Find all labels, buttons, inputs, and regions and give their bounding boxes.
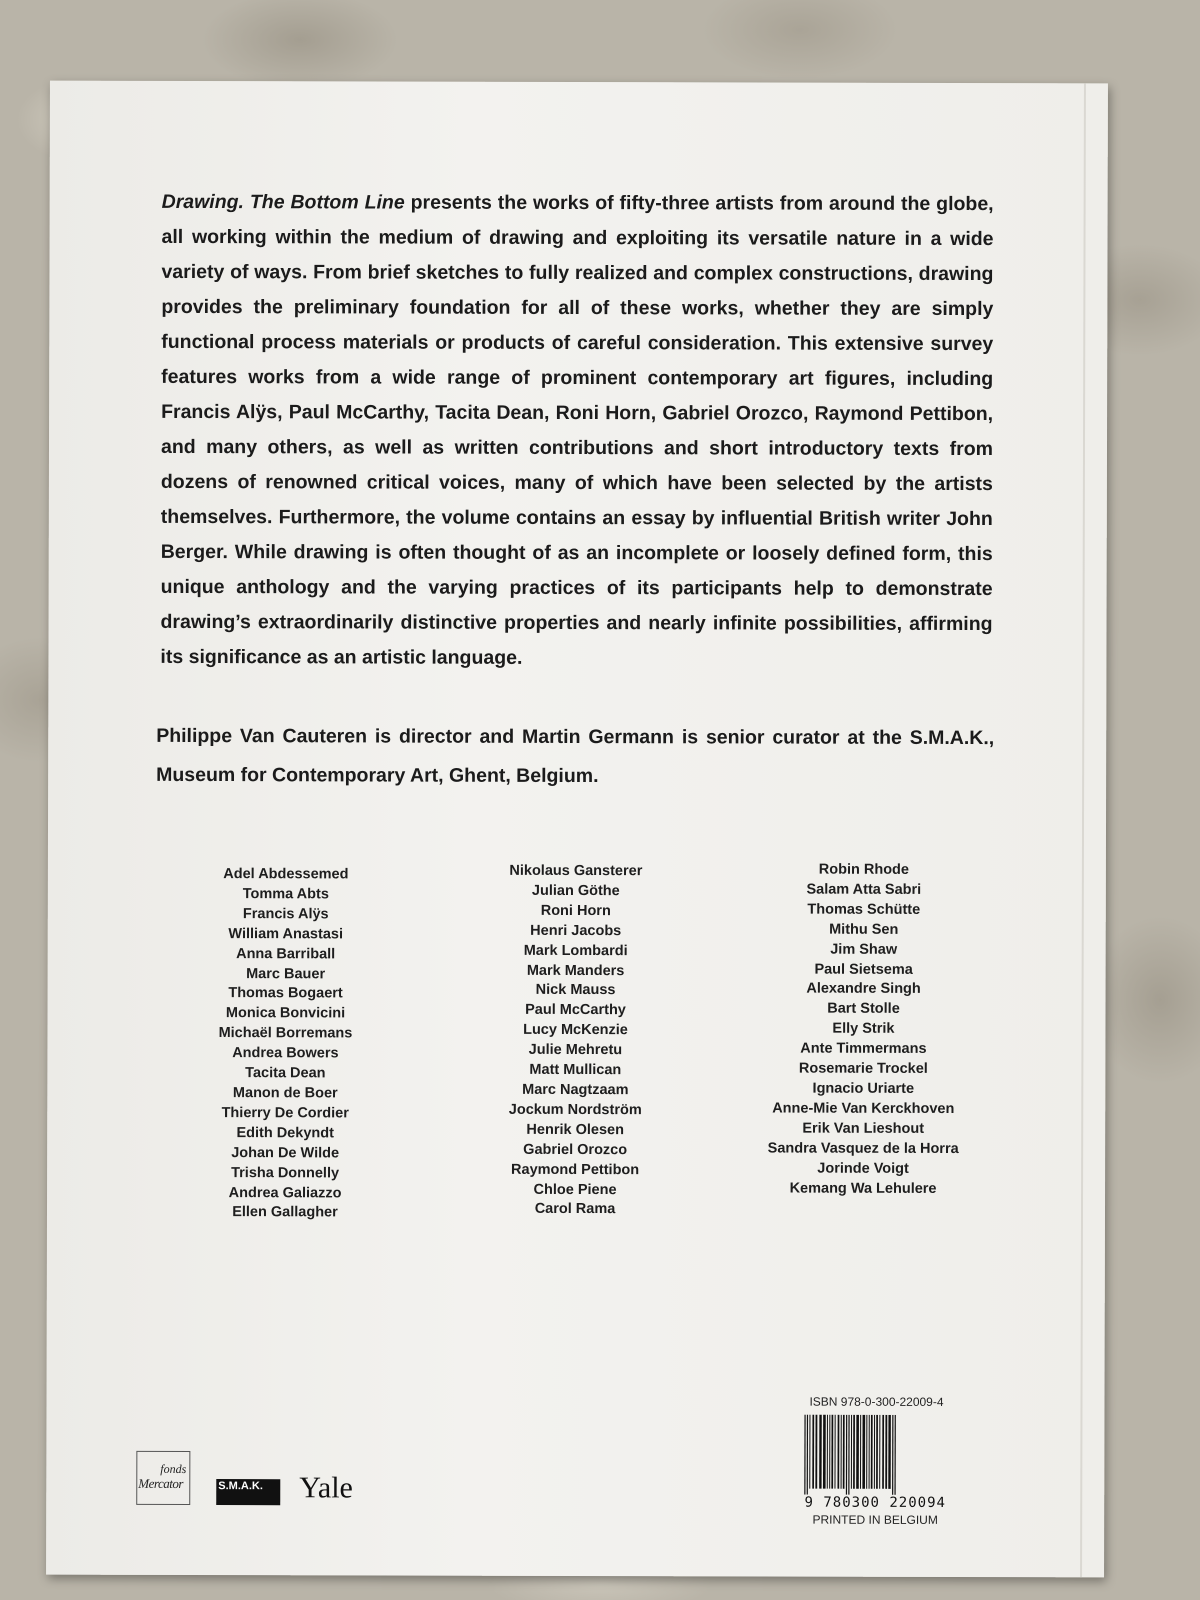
- mercator-logo-name: Mercator: [138, 1475, 183, 1491]
- printed-in-label: PRINTED IN BELGIUM: [812, 1512, 938, 1527]
- artist-name: Tacita Dean: [245, 1065, 326, 1082]
- artist-name: Elly Strik: [832, 1020, 895, 1038]
- artist-name: Edith Dekyndt: [236, 1124, 334, 1142]
- barcode-bar: [885, 1415, 887, 1489]
- artist-name: Ellen Gallagher: [232, 1204, 338, 1221]
- barcode-bar: [866, 1415, 867, 1489]
- artist-name: William Anastasi: [228, 925, 344, 943]
- artist-name: Ante Timmermans: [800, 1040, 927, 1058]
- barcode-bar: [843, 1415, 845, 1489]
- barcode-bar: [815, 1415, 817, 1489]
- barcode-bar: [848, 1415, 849, 1495]
- artist-name: Mithu Sen: [829, 921, 899, 938]
- barcode-bar: [851, 1415, 852, 1489]
- artist-name: Paul McCarthy: [525, 1002, 626, 1019]
- smak-logo: S.M.A.K.: [216, 1479, 280, 1505]
- artist-name: Erik Van Lieshout: [802, 1120, 925, 1137]
- artist-name: Johan De Wilde: [231, 1144, 340, 1162]
- artist-name: Michaël Borremans: [218, 1025, 353, 1042]
- artist-name: Marc Bauer: [246, 965, 326, 982]
- barcode-bar: [856, 1415, 859, 1489]
- barcode-bar: [860, 1415, 861, 1489]
- artist-name: Thomas Bogaert: [228, 985, 343, 1002]
- barcode-bar: [831, 1415, 833, 1489]
- barcode-bar: [819, 1415, 822, 1489]
- yale-logo: Yale: [299, 1471, 353, 1505]
- isbn-label: ISBN 978-0-300-22009-4: [809, 1394, 944, 1409]
- artist-name: Adel Abdessemed: [223, 866, 349, 883]
- cover-fold-line: [1080, 83, 1086, 1577]
- artist-name: Robin Rhode: [818, 861, 910, 878]
- artist-name: Mark Lombardi: [523, 942, 628, 959]
- artist-name: Rosemarie Trockel: [798, 1060, 928, 1077]
- artist-list-column-3: [733, 860, 994, 1199]
- artist-name: Julian Göthe: [531, 882, 620, 900]
- barcode: [802, 1415, 952, 1495]
- barcode-bar: [894, 1415, 895, 1495]
- barcode-bar: [853, 1415, 855, 1489]
- artist-name: Thierry De Cordier: [221, 1104, 349, 1122]
- artist-name: Manon de Boer: [232, 1085, 338, 1102]
- barcode-bar: [829, 1415, 830, 1489]
- barcode-bar: [879, 1415, 880, 1489]
- artist-name: Jockum Nordström: [508, 1101, 642, 1119]
- artist-name: Monica Bonvicini: [225, 1005, 346, 1022]
- artist-name: Jim Shaw: [830, 941, 898, 958]
- artist-name: Marc Nagtzaam: [522, 1081, 629, 1099]
- artist-name: Francis Alÿs: [242, 905, 329, 923]
- barcode-bar: [809, 1415, 810, 1489]
- artist-name: Mark Manders: [526, 962, 625, 979]
- artist-name: Chloe Piene: [533, 1181, 617, 1198]
- blurb-paragraph: [160, 185, 993, 677]
- artist-name: Ignacio Uriarte: [812, 1080, 915, 1097]
- artist-name: Bart Stolle: [827, 1000, 900, 1018]
- artist-name: Jorinde Voigt: [817, 1160, 909, 1177]
- artist-name: Roni Horn: [540, 902, 611, 919]
- authors-note: Philippe Van Cauteren is director and Martin Germann is senior curator at the S.M.A.K., Museum for Contemporary Art, Ghent, Belgium.: [156, 724, 995, 788]
- blurb-book-title: Drawing. The Bottom Line: [161, 190, 405, 214]
- mercator-logo-fonds: fonds: [160, 1461, 187, 1476]
- barcode-bar: [834, 1415, 835, 1489]
- barcode-digits: 9 780300 220094: [804, 1494, 946, 1511]
- artist-name: Andrea Galiazzo: [228, 1184, 342, 1201]
- barcode-bar: [871, 1415, 873, 1489]
- artist-name: Henri Jacobs: [530, 922, 622, 939]
- barcode-bar: [804, 1415, 805, 1495]
- barcode-bar: [876, 1415, 878, 1489]
- artist-name: Carol Rama: [534, 1201, 616, 1218]
- book-back-cover: [46, 81, 1108, 1578]
- barcode-bar: [846, 1415, 847, 1495]
- artist-name: Anne-Mie Van Kerckhoven: [772, 1100, 955, 1117]
- barcode-bar: [888, 1415, 891, 1489]
- blurb-text: presents the works of fifty-three artists from around the globe, all working within the medium of drawing and exploiting its versatile nature in a wide variety of ways. From brief sketches to fully realized and complex constructions, drawing provides the preliminary foundation for all of these works, whether they are simply functional process materials or products of careful consideration. This extensive survey features works from a wide range of prominent contemporary art figures, including Francis Alÿs, Paul McCarthy, Tacita Dean, Roni Horn, Gabriel Orozco, Raymond Pettibon, and many others, as well as written contributions and short introductory texts from dozens of renowned critical voices, many of which have been selected by the artists themselves. Furthermore, the volume contains an essay by influential British writer John Berger. While drawing is often thought of as an incomplete or loosely defined form, this unique anthology and the varying practices of its participants help to demonstrate drawing’s extraordinarily distinctive properties and nearly infinite possibilities, affirming its significance as an artistic language.: [160, 191, 994, 669]
- artist-name: Nick Mauss: [535, 982, 616, 999]
- barcode-bar: [812, 1415, 814, 1489]
- barcode-bar: [862, 1415, 865, 1489]
- barcode-bar: [874, 1415, 875, 1489]
- artist-name: Thomas Schütte: [807, 901, 921, 918]
- artist-name: Andrea Bowers: [232, 1045, 339, 1062]
- artist-name: Trisha Donnelly: [231, 1164, 340, 1181]
- barcode-bar: [869, 1415, 870, 1489]
- artist-list-column-1: [155, 865, 416, 1224]
- artist-name: Paul Sietsema: [814, 961, 913, 978]
- barcode-bar: [807, 1415, 808, 1495]
- artist-name: Nikolaus Gansterer: [509, 862, 643, 880]
- barcode-bar: [827, 1415, 828, 1489]
- artist-name: Sandra Vasquez de la Horra: [767, 1140, 959, 1157]
- artist-name: Julie Mehretu: [528, 1042, 623, 1059]
- artist-name: Anna Barriball: [236, 945, 336, 962]
- artist-name: Gabriel Orozco: [523, 1141, 628, 1158]
- artist-name: Matt Mullican: [529, 1061, 622, 1079]
- barcode-bar: [841, 1415, 842, 1489]
- barcode-bar: [892, 1415, 893, 1495]
- barcode-bar: [837, 1415, 839, 1489]
- artist-name: Alexandre Singh: [806, 981, 921, 998]
- artist-name: Tomma Abts: [242, 886, 329, 903]
- artist-name: Kemang Wa Lehulere: [789, 1180, 937, 1197]
- artist-list-column-2: [445, 862, 706, 1221]
- barcode-bar: [882, 1415, 884, 1489]
- barcode-bar: [823, 1415, 826, 1489]
- artist-name: Lucy McKenzie: [523, 1022, 628, 1039]
- artist-name: Salam Atta Sabri: [806, 881, 922, 898]
- mercator-logo: [136, 1451, 190, 1505]
- artist-name: Henrik Olesen: [526, 1121, 624, 1138]
- artist-name: Raymond Pettibon: [511, 1161, 640, 1178]
